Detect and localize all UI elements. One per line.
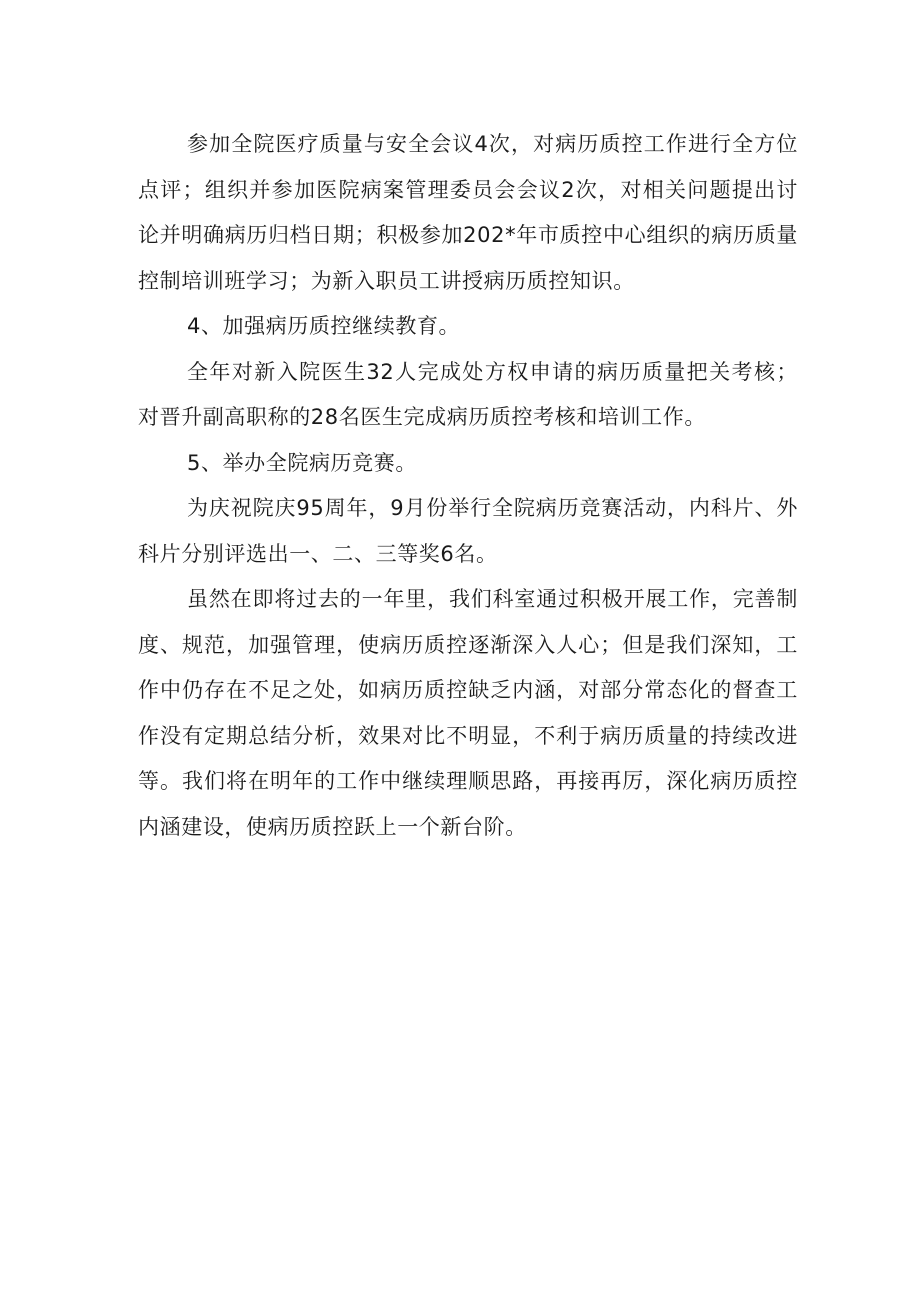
document-body: [138, 122, 798, 850]
paragraph-competition: 为庆祝院庆95周年，9月份举行全院病历竞赛活动，内科片、外科片分别评选出一、二、三等奖6名。: [138, 496, 798, 566]
paragraph-assessment: 全年对新入院医生32人完成处方权申请的病历质量把关考核；对晋升副高职称的28名医生完成病历质控考核和培训工作。: [138, 359, 798, 429]
heading-continuing-education: 4、加强病历质控继续教育。: [187, 314, 461, 338]
paragraph-summary: 虽然在即将过去的一年里，我们科室通过积极开展工作，完善制度、规范，加强管理，使病历质控逐渐深入人心；但是我们深知，工作中仍存在不足之处，如病历质控缺乏内涵，对部分常态化的督查工作没有定期总结分析，效果对比不明显，不利于病历质量的持续改进等。我们将在明年的工作中继续理顺思路，再接再厉，深化病历质控内涵建设，使病历质控跃上一个新台阶。: [138, 587, 798, 839]
paragraph-meetings: 参加全院医疗质量与安全会议4次，对病历质控工作进行全方位点评；组织并参加医院病案管理委员会会议2次，对相关问题提出讨论并明确病历归档日期；积极参加202*年市质控中心组织的病历质量控制培训班学习；为新入职员工讲授病历质控知识。: [138, 132, 798, 293]
heading-record-competition: 5、举办全院病历竞赛。: [187, 450, 417, 475]
